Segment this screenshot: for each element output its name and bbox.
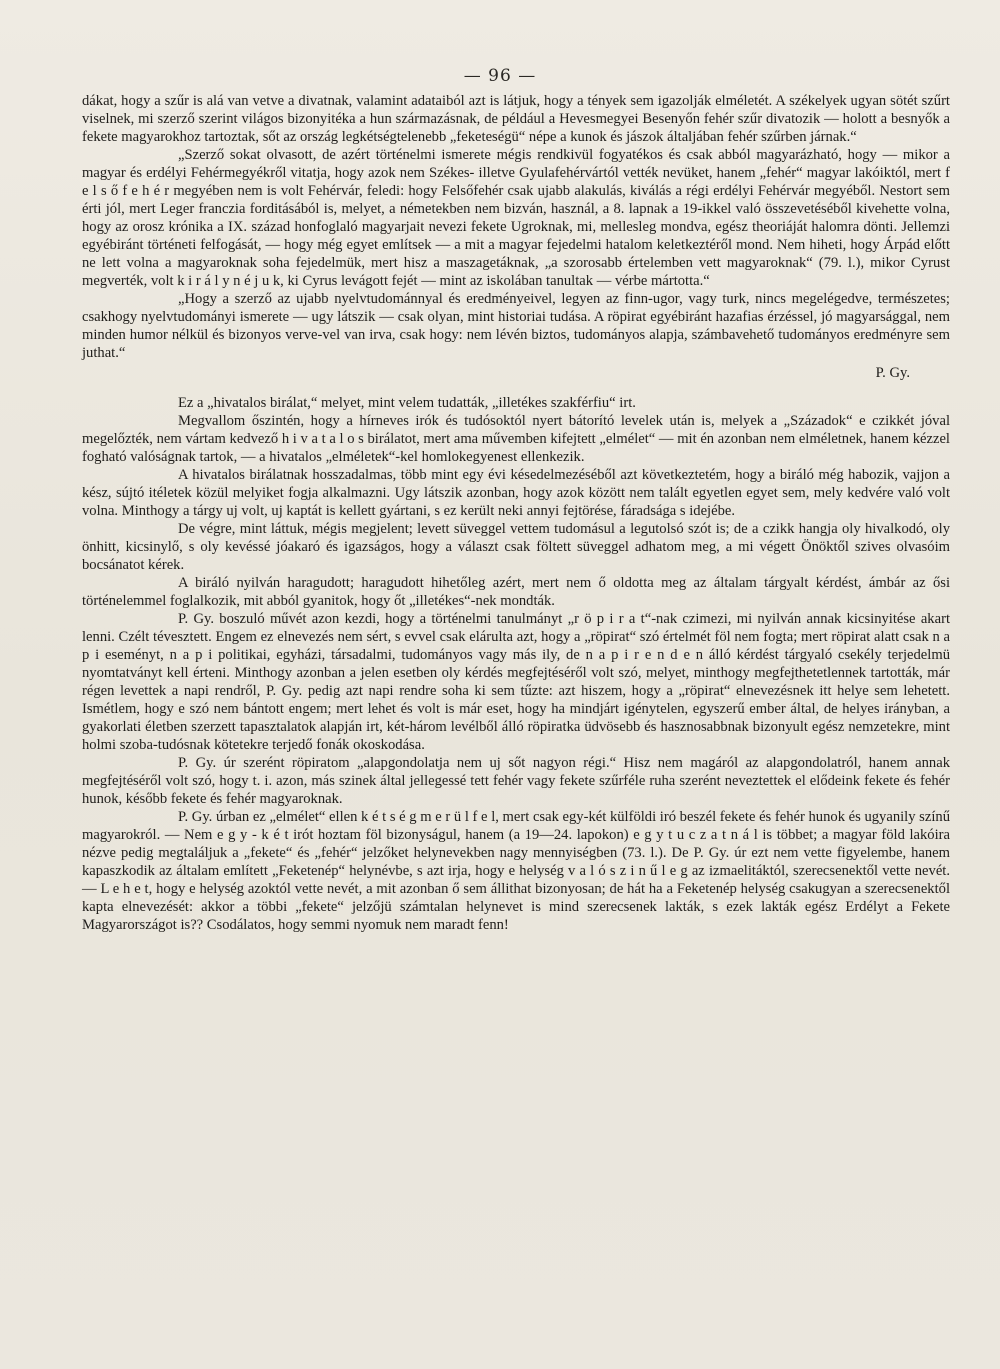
paragraph-2: „Szerző sokat olvasott, de azért történelmi ismerete mégis rendkivül fogyatékos és csak abból magyarázható, hogy — mikor a magyar és erdélyi Fehérmegyékről vitatja, hogy azok nem Székes- illetve Gyulafehérvártól vették nevüket, hanem „fehér“ magyar lakóiktól, mert f e l s ő f e h é r megyében nem is volt Fehérvár, feledi: hogy Felsőfehér csak ujabb alakulás, kiválás a régi erdélyi Fehérvár megyéből. Nestort sem érti jól, mert Leger franczia forditásából is, melyet, a németekben nem bizván, használ, a 8. lapnak a 19-ikkel való összevetéséből kivehette volna, hogy az orosz krónika a IX. század honfoglaló magyarjait nevezi fekete Ugroknak, mi, mellesleg mondva, egész theoriáját halomra dönti. Jellemzi egyébiránt történeti felfogását, — hogy még egyet említsek — a mit a magyar fejedelmi hatalom keletkeztéről mond. Nem hiheti, hogy Árpád előtt ne lett volna a magyaroknak soha fejedelmük, mert hisz a maszagetáknak, „a szorosabb értelemben vett magyaroknak“ (79. l.), mikor Cyrust megverték, volt k i r á l y n é j u k, ki Cyrus levágott fejét — mint az iskolában tanultak — vérbe mártotta.“ [82,147,950,289]
paragraph-6: A hivatalos birálatnak hosszadalmas, több mint egy évi késedelmezéséből azt következtetém, hogy a biráló még habozik, vajjon a kész, sújtó itéletek közül melyiket fogja alkalmazni. Ugy látszik azonban, hogy azok között nem talált egyetlen egyet sem, mely kedvére való volt volna. Minthogy a tárgy uj volt, uj kaptát is kellett gyártani, s ez került neki annyi fejtörése, fáradsága s idejébe. [82,467,950,519]
paragraph-3: „Hogy a szerző az ujabb nyelvtudománnyal és eredményeivel, legyen az finn-ugor, vagy turk, nincs megelégedve, természetes; csakhogy nyelvtudományi ismerete — ugy látszik — csak olyan, mint historiai tudása. A röpirat egyébiránt hazafias érzéssel, jó magyarsággal, nem minden humor nélkül és bizonyos verve-vel van irva, csak hogy: nem lévén biztos, tudományos alapja, számbavehető tudományos eredményre sem juthat.“ [82,291,950,361]
paragraph-7: De végre, mint láttuk, mégis megjelent; levett süveggel vettem tudomásul a legutolsó szót is; de a czikk hangja oly hivalkodó, oly önhitt, kicsinylő, s oly kevéssé jóakaró és igazságos, hogy a választ csak föltett süveggel adhatom meg, a mi végett Önöktől szives olvasóim bocsánatot kérek. [82,521,950,573]
signature: P. Gy. [875,365,910,381]
paragraph-1: dákat, hogy a szűr is alá van vetve a divatnak, valamint adataiból azt is látjuk, hogy a tények sem igazolják elméletét. A székelyek ugyan sötét szűrt viselnek, mi szerző szerint világos bizonyitéka a hun származásnak, de például a Hevesmegyei Besenyőn fehér szűr divatozik — holott a besnyők a fekete magyarokhoz tartoztak, sőt az ország legkétségtelenebb „feketeségü“ népe a kunok és jászok általjában fehér szűrben járnak.“ [82,93,950,145]
paragraph-4: Ez a „hivatalos birálat,“ melyet, mint velem tudatták, „illetékes szakférfiu“ irt. [178,395,636,411]
paragraph-9: P. Gy. boszuló művét azon kezdi, hogy a történelmi tanulmányt „r ö p i r a t“-nak czimezi, mi nyilván annak kicsinyitése akart lenni. Czélt tévesztett. Engem ez elnevezés nem sért, s evvel csak elárulta azt, hogy a „röpirat“ szó értelmét föl nem fogta; mert röpirat alatt csak n a p i eseményt, n a p i politikai, egyházi, társadalmi, tudományos vagy más ily, de n a p i r e n d e n álló kérdést tárgyaló csekély terjedelmü nyomtatványt kell érteni. Minthogy azonban a jelen esetben oly kérdés megfejtéséről volt szó, melyet, minthogy megfejthetetlennek tartották, már régen levettek a napi rendről, P. Gy. pedig azt napi rendre soha ki sem tűzte: azt hiszem, hogy a „röpirat“ elnevezésnek itt helye sem lehetett. Ismétlem, hogy e szó nem bántott engem; mert lehet és volt is már eset, hogy ha mindjárt igénytelen, egyszerű ember által, de helyes irányban, a gyakorlati életben szerzett tapasztalatok alapján irt, két-három levélből álló röpiratka üdvösebb és hasznosabbnak bizonyult egész nemzetekre, mint holmi szoba-tudósnak kötetekre terjedő fonák okoskodása. [82,611,950,753]
paragraph-11: P. Gy. úrban ez „elmélet“ ellen k é t s é g m e r ü l f e l, mert csak egy-két külföldi iró beszél fekete és fehér hunok és ugyanily színű magyarokról. — Nem e g y - k é t irót hoztam föl bizonyságul, hanem (a 19—24. lapokon) e g y t u c z a t n á l is többet; a magyar föld lakóira nézve pedig megtaláljuk a „fekete“ és „fehér“ jelzőket helynevekben nagy mennyiségben (73. l.). De P. Gy. úr ezt nem vette figyelembe, hanem kapaszkodik az általam említett „Feketenép“ helynévbe, s azt irja, hogy e helység v a l ó s z i n ű l e g az izmaelitáktól, szerecsenektől vette nevét. — L e h e t, hogy e helység azoktól vette nevét, a mit azonban ő sem állithat bizonyosan; de hát ha a Feketenép helység csakugyan a szerecsenektől kapta elnevezését: akkor a többi „fekete“ jelzőjü számtalan helynevet is mind szerecsenek lakták, s ezek lakták egész Erdélyt a Fekete Magyarországot is?? Csodálatos, hogy semmi nyomuk nem maradt fenn! [82,809,950,933]
paragraph-10: P. Gy. úr szerént röpiratom „alapgondolatja nem uj sőt nagyon régi.“ Hisz nem magáról az alapgondolatról, hanem annak megfejtéséről volt szó, hogy t. i. azon, más szinek által jellegessé tett fehér vagy fekete szűrféle ruha szerént neveztettek el elődeink fekete és fehér hunok, később fekete és fehér magyaroknak. [82,755,950,807]
paragraph-5: Megvallom őszintén, hogy a hírneves irók és tudósoktól nyert bátorító levelek után is, melyek a „Századok“ e czikkét jóval megelőzték, nem vártam kedvező h i v a t a l o s birálatot, mert ama művemben kifejtett „elmélet“ — mit én azonban nem elméletnek, hanem kézzel fogható valóságnak tartok, — a hivatalos „elméletek“-kel homlokegyenest ellenkezik. [82,413,950,465]
page-number: — 96 — [463,66,537,86]
paragraph-8: A biráló nyilván haragudott; haragudott hihetőleg azért, mert nem ő oldotta meg az általam tárgyalt kérdést, ámbár az ősi történelemmel foglalkozik, mit abból gyanitok, hogy őt „illetékes“-nek mondták. [82,575,950,609]
body-text [82,92,950,934]
